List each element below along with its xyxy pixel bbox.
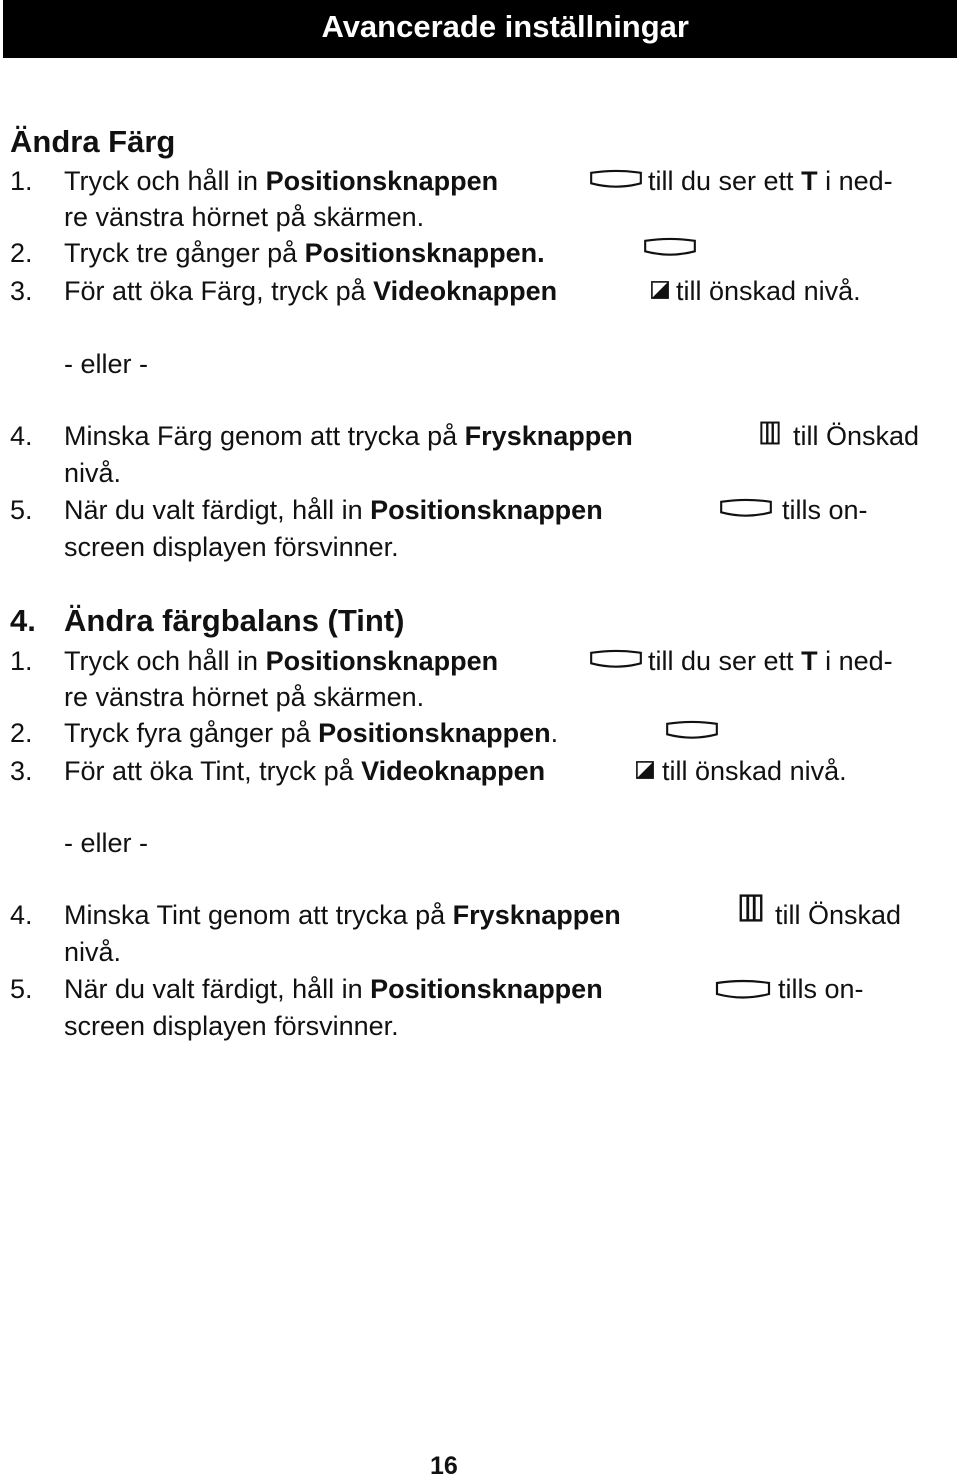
position-button-icon: [664, 720, 720, 741]
step-text-post: till du ser ett T i ned-: [648, 646, 893, 676]
step-number: 4.: [10, 421, 33, 451]
video-button-icon: [651, 281, 669, 299]
step-text: Minska Tint genom att trycka på Frysknappen: [64, 900, 621, 930]
step-text: För att öka Färg, tryck på Videoknappen: [64, 276, 558, 306]
step-1-continuation: re vänstra hörnet på skärmen.: [64, 202, 425, 232]
position-button-icon: [588, 169, 644, 190]
video-button-icon: [636, 761, 654, 779]
step-text-post: till önskad nivå.: [676, 276, 861, 306]
step-number: 3.: [10, 276, 33, 306]
freeze-button-icon: [739, 894, 763, 922]
tint-step-4-continuation: nivå.: [64, 937, 122, 967]
step-4-continuation: nivå.: [64, 458, 122, 488]
step-text-post: tills on-: [782, 495, 868, 525]
page-header-title: Avancerade inställningar: [321, 9, 689, 44]
position-button-icon: [588, 649, 644, 670]
step-text-post: till Önskad: [793, 421, 920, 451]
tint-step-1-continuation: re vänstra hörnet på skärmen.: [64, 682, 425, 712]
step-text: Tryck tre gånger på Positionsknappen.: [64, 238, 545, 268]
step-5-continuation: screen displayen försvinner.: [64, 532, 399, 562]
step-text-post: till önskad nivå.: [662, 756, 847, 786]
section-number: 4.: [10, 603, 36, 638]
step-text: Minska Färg genom att trycka på Frysknappen: [64, 421, 633, 451]
step-number: 5.: [10, 495, 33, 525]
section-title-text: Ändra färgbalans (Tint): [64, 603, 405, 638]
step-text-post: till du ser ett T i ned-: [648, 166, 893, 196]
step-number: 1.: [10, 166, 33, 196]
tint-step-5-continuation: screen displayen försvinner.: [64, 1011, 399, 1041]
position-button-icon: [714, 979, 772, 1001]
position-button-icon: [718, 498, 774, 519]
step-text-post: tills on-: [778, 974, 864, 1004]
step-text-post: till Önskad: [775, 900, 902, 930]
step-number: 2.: [10, 238, 33, 268]
or-separator: - eller -: [64, 349, 149, 379]
step-number: 4.: [10, 900, 33, 930]
step-text: När du valt färdigt, håll in Positionsknappen: [64, 495, 603, 525]
step-number: 3.: [10, 756, 33, 786]
header-bar: [3, 0, 957, 58]
step-text: Tryck och håll in Positionsknappen: [64, 166, 499, 196]
step-text: Tryck och håll in Positionsknappen: [64, 646, 499, 676]
page-number: 16: [430, 1452, 458, 1480]
position-button-icon: [642, 237, 698, 258]
step-text: För att öka Tint, tryck på Videoknappen: [64, 756, 546, 786]
section-title-farg: Ändra Färg: [10, 124, 176, 159]
step-number: 2.: [10, 718, 33, 748]
step-number: 5.: [10, 974, 33, 1004]
step-text: När du valt färdigt, håll in Positionsknappen: [64, 974, 603, 1004]
freeze-button-icon: [760, 421, 780, 445]
step-number: 1.: [10, 646, 33, 676]
step-text: Tryck fyra gånger på Positionsknappen.: [64, 718, 559, 748]
or-separator: - eller -: [64, 828, 149, 858]
